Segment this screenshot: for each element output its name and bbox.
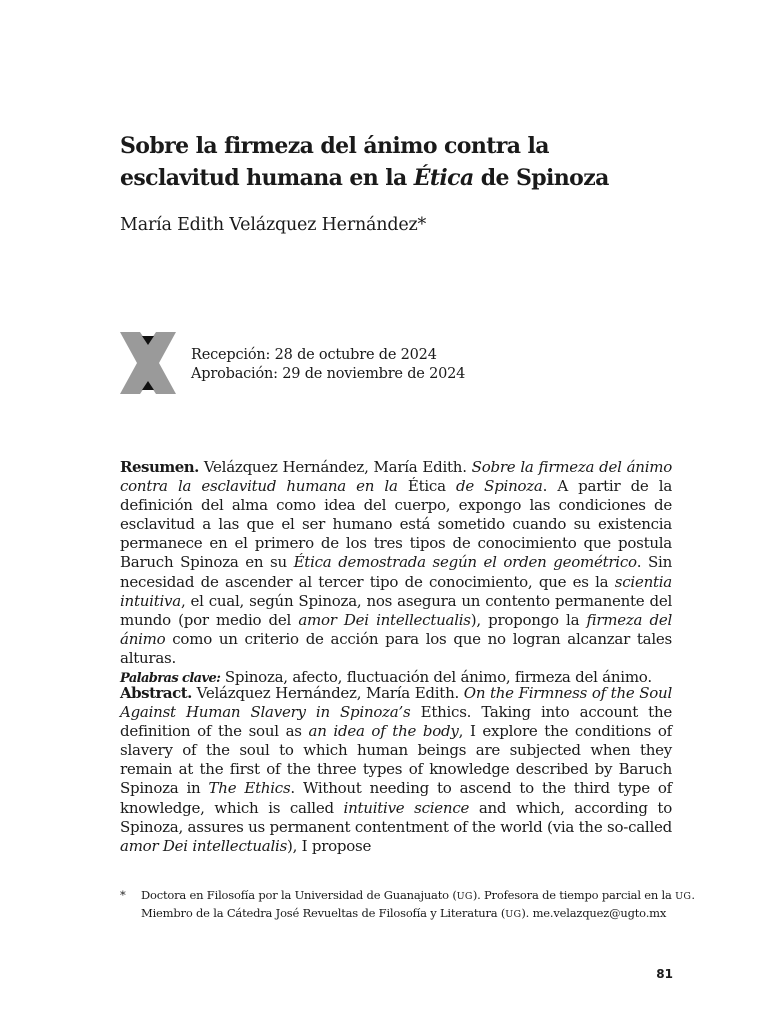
- abstract-text: . Taking into account the definition of the soul as: [120, 703, 672, 741]
- keywords-label: Palabras clave:: [120, 671, 221, 687]
- abstract-italic: an idea of the body: [308, 722, 459, 741]
- abstract-text: , I explore the conditions of slavery of the soul to which human beings are subjected when they remain at the first of the three types of knowledge described by Baruch Spinoza in: [120, 722, 672, 798]
- abstract-text: Velázquez Hernández, María Edith.: [191, 684, 464, 702]
- ug-abbrev: UG: [456, 891, 473, 902]
- footnote-text: [141, 887, 695, 923]
- resumen-italic: amor Dei intellectualis: [298, 610, 471, 629]
- resumen-text: Velázquez Hernández, María Edith.: [198, 458, 472, 476]
- resumen-text: , el cual, según Spinoza, nos asegura un contento permanente del mundo (por medio del: [120, 591, 672, 629]
- resumen-text: Ética: [407, 477, 446, 496]
- x-logo-icon: [120, 332, 176, 394]
- resumen-text: . Sin necesidad de ascender al tercer tipo de conocimiento, que es la: [120, 553, 672, 591]
- author-footnote: [120, 887, 695, 923]
- page-number: 81: [656, 967, 673, 981]
- resumen-paragraph: [120, 458, 672, 688]
- footnote-text-part: ). Profesora de tiempo parcial en la: [472, 888, 676, 902]
- resumen-text: ), propongo la: [470, 610, 587, 629]
- abstract-text: and which, according to Spinoza, assures us permanent contentment of the world (via the so-called: [120, 798, 672, 836]
- footnote-text-part: .: [691, 888, 695, 902]
- keywords-list: Spinoza, afecto, fluctuación del ánimo, firmeza del ánimo.: [220, 668, 652, 687]
- author-name: María Edith Velázquez Hernández*: [120, 215, 427, 235]
- approved-date: Aprobación: 29 de noviembre de 2024: [191, 366, 466, 382]
- title-line-1: Sobre la firmeza del ánimo contra la: [120, 133, 549, 159]
- resumen-italic: Ética demostrada según el orden geométrico: [293, 553, 637, 572]
- footnote-mark: *: [120, 888, 126, 902]
- footnote-text-part: Miembro de la Cátedra José Revueltas de Filosofía y Literatura (: [141, 906, 506, 920]
- resumen-italic: de Spinoza: [445, 477, 543, 496]
- abstract-italic: On the Firmness of the Soul Against Human Slavery in Spinoza’s: [120, 684, 673, 722]
- abstract-text: Ethics: [410, 703, 467, 722]
- resumen-italic: scientia intuitiva: [120, 572, 672, 610]
- resumen-label: Resumen.: [120, 458, 199, 476]
- received-date: Recepción: 28 de octubre de 2024: [191, 347, 437, 363]
- abstract-label: Abstract.: [120, 684, 192, 702]
- abstract-italic: The Ethics: [208, 779, 291, 798]
- title-line-2-start: esclavitud humana en la: [120, 165, 414, 191]
- footnote-line-2: [141, 905, 672, 923]
- footnote-text-part: ). me.velazquez@ugto.mx: [521, 906, 667, 920]
- ug-abbrev: UG: [675, 891, 692, 902]
- footnote-line-1: [141, 887, 695, 905]
- ug-abbrev: UG: [505, 909, 522, 920]
- resumen-text: . A partir de la definición del alma como idea del cuerpo, expongo las condiciones de esclavitud a las que el ser humano está sometido cuando su existencia permanece en el primero de los tres tipos de conocimiento que postula Baruch Spinoza en su: [120, 477, 673, 572]
- resumen-italic: firmeza del ánimo: [120, 610, 673, 648]
- resumen-text: como un criterio de acción para los que no logran alcanzar tales alturas.: [120, 629, 672, 667]
- abstract-text: . Without needing to ascend to the third type of knowledge, which is called: [120, 779, 672, 817]
- article-title: [120, 130, 660, 194]
- title-italic-etica: Ética: [413, 165, 474, 191]
- resumen-italic: Sobre la firmeza del ánimo contra la esclavitud humana en la: [120, 458, 673, 496]
- abstract-text: ), I propose: [287, 836, 372, 855]
- submission-dates: [191, 346, 465, 384]
- abstract-italic: amor Dei intellectualis: [120, 836, 288, 855]
- title-line-2-end: de Spinoza: [473, 165, 609, 191]
- footnote-text-part: Doctora en Filosofía por la Universidad de Guanajuato (: [141, 888, 457, 902]
- abstract-paragraph: [120, 684, 672, 856]
- abstract-italic: intuitive science: [343, 798, 470, 817]
